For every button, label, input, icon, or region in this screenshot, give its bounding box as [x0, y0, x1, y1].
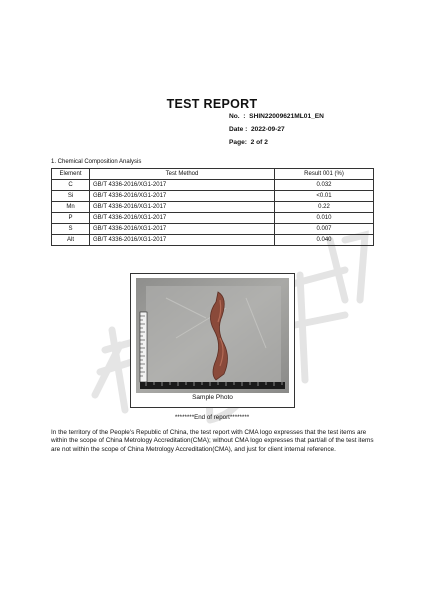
table-row	[52, 235, 374, 246]
report-page-label: Page:	[229, 139, 247, 146]
cell-result: <0.01	[275, 191, 374, 202]
report-date-label: Date :	[229, 126, 248, 133]
report-page-value: 2 of 2	[250, 139, 268, 146]
report-number-line	[229, 113, 324, 120]
cell-method: GB/T 4336-2016/XG1-2017	[90, 213, 275, 224]
report-title: TEST REPORT	[166, 97, 258, 111]
composition-table	[51, 168, 374, 246]
sample-photo	[136, 278, 289, 393]
table-row	[52, 191, 374, 202]
cell-element: P	[52, 213, 90, 224]
report-number-value: SHIN22009621ML01_EN	[249, 113, 324, 120]
report-page-line	[229, 139, 268, 146]
table-row	[52, 202, 374, 213]
section-title: 1. Chemical Composition Analysis	[51, 159, 142, 165]
table-row	[52, 180, 374, 191]
table-row	[52, 213, 374, 224]
cell-result: 0.007	[275, 224, 374, 235]
cell-result: 0.22	[275, 202, 374, 213]
report-date-value: 2022-09-27	[251, 126, 285, 133]
table-header-row	[52, 169, 374, 180]
cell-method: GB/T 4336-2016/XG1-2017	[90, 180, 275, 191]
cell-element: S	[52, 224, 90, 235]
cell-method: GB/T 4336-2016/XG1-2017	[90, 202, 275, 213]
report-date-line	[229, 126, 285, 133]
cell-method: GB/T 4336-2016/XG1-2017	[90, 235, 275, 246]
photo-caption: Sample Photo	[192, 394, 233, 401]
header-test-method: Test Method	[90, 169, 275, 180]
header-element: Element	[52, 169, 90, 180]
header-result: Result 001 (%)	[275, 169, 374, 180]
cell-element: C	[52, 180, 90, 191]
sample-photo-frame	[130, 273, 295, 408]
report-number-label: No.	[229, 113, 240, 120]
end-of-report: ********End of report********	[174, 414, 250, 421]
report-number-sep: :	[243, 113, 246, 120]
cell-result: 0.032	[275, 180, 374, 191]
cell-result: 0.010	[275, 213, 374, 224]
cell-result: 0.040	[275, 235, 374, 246]
cma-note: In the territory of the People's Republic of China, the test report with CMA logo expresses that the test items are within the scope of China Metrology Accreditation(CMA); without CMA logo expresses that part/all of the test items are not within the scope of China Metrology Accreditation(CMA), and just for client internal reference.	[51, 429, 374, 453]
table-row	[52, 224, 374, 235]
cell-element: Alt	[52, 235, 90, 246]
cell-element: Mn	[52, 202, 90, 213]
cell-element: Si	[52, 191, 90, 202]
cell-method: GB/T 4336-2016/XG1-2017	[90, 224, 275, 235]
cell-method: GB/T 4336-2016/XG1-2017	[90, 191, 275, 202]
